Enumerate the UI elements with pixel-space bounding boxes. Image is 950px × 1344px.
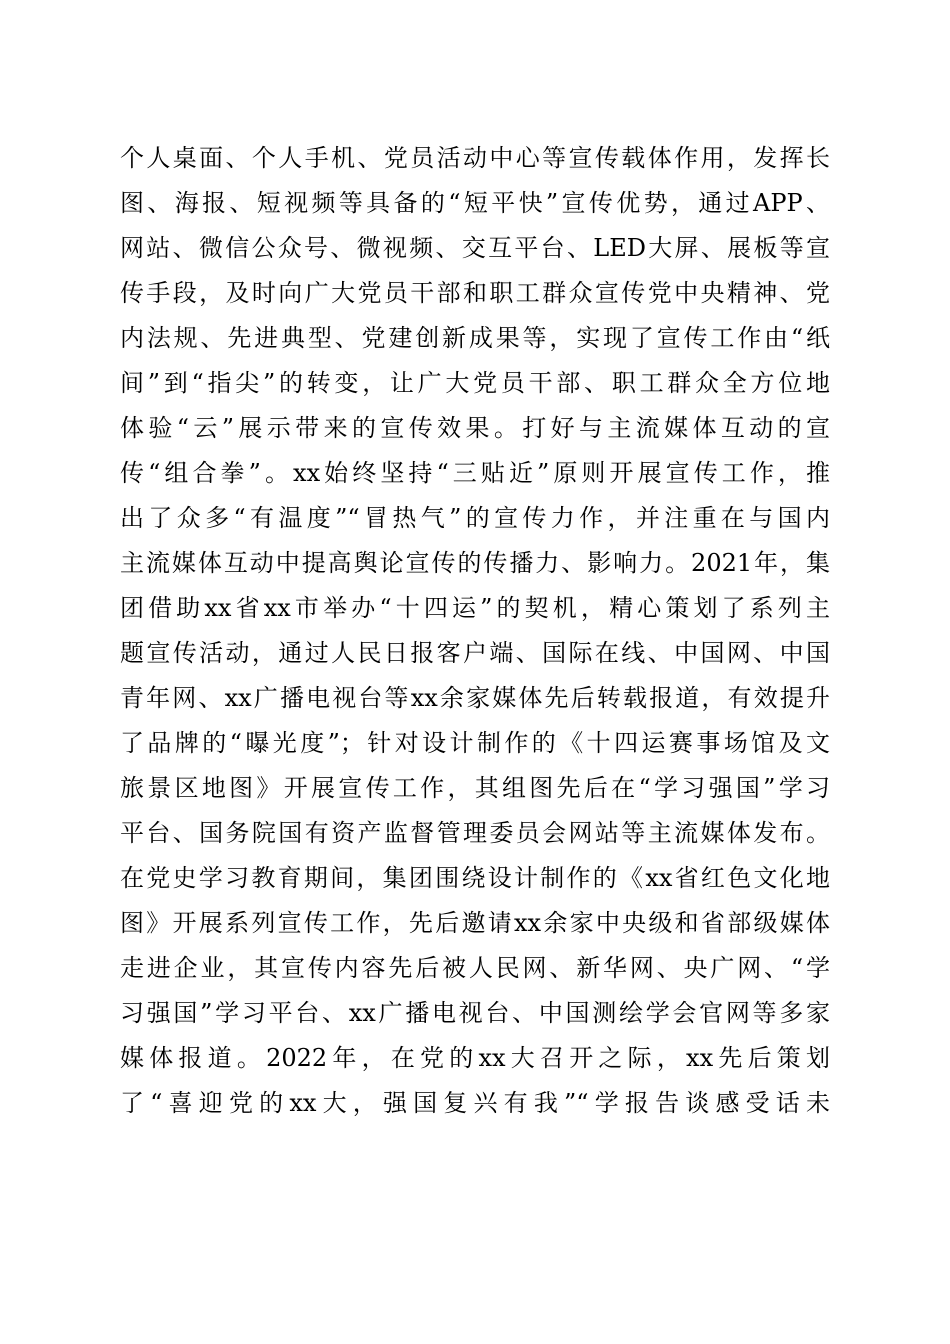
text-line-14: 了品牌的“曝光度”；针对设计制作的《十四运赛事场馆及文 xyxy=(120,729,830,757)
text-line-22: 了“喜迎党的xx大，强国复兴有我”“学报告谈感受话未 xyxy=(120,1089,830,1117)
text-line-20: 习强国”学习平台、xx广播电视台、中国测绘学会官网等多家 xyxy=(120,999,830,1027)
text-line-17: 在党史学习教育期间，集团围绕设计制作的《xx省红色文化地 xyxy=(120,864,830,892)
text-line-8: 传“组合拳”。xx始终坚持“三贴近”原则开展宣传工作，推 xyxy=(120,459,830,487)
text-line-4: 传手段，及时向广大党员干部和职工群众宣传党中央精神、党 xyxy=(120,279,830,307)
text-line-12: 题宣传活动，通过人民日报客户端、国际在线、中国网、中国 xyxy=(120,639,830,667)
text-line-6: 间”到“指尖”的转变，让广大党员干部、职工群众全方位地 xyxy=(120,369,830,397)
text-line-21: 媒体报道。2022年，在党的xx大召开之际，xx先后策划 xyxy=(120,1044,830,1072)
body-paragraph xyxy=(120,136,830,1126)
text-line-1: 个人桌面、个人手机、党员活动中心等宣传载体作用，发挥长 xyxy=(120,144,830,172)
text-line-19: 走进企业，其宣传内容先后被人民网、新华网、央广网、“学 xyxy=(120,954,830,982)
text-line-10: 主流媒体互动中提高舆论宣传的传播力、影响力。2021年，集 xyxy=(120,549,830,577)
text-line-11: 团借助xx省xx市举办“十四运”的契机，精心策划了系列主 xyxy=(120,594,830,622)
text-line-15: 旅景区地图》开展宣传工作，其组图先后在“学习强国”学习 xyxy=(120,774,830,802)
text-line-18: 图》开展系列宣传工作，先后邀请xx余家中央级和省部级媒体 xyxy=(120,909,830,937)
text-line-16: 平台、国务院国有资产监督管理委员会网站等主流媒体发布。 xyxy=(120,819,830,847)
text-line-13: 青年网、xx广播电视台等xx余家媒体先后转载报道，有效提升 xyxy=(120,684,830,712)
text-line-3: 网站、微信公众号、微视频、交互平台、LED大屏、展板等宣 xyxy=(120,234,830,262)
text-line-5: 内法规、先进典型、党建创新成果等，实现了宣传工作由“纸 xyxy=(120,324,830,352)
text-line-9: 出了众多“有温度”“冒热气”的宣传力作，并注重在与国内 xyxy=(120,504,830,532)
text-line-2: 图、海报、短视频等具备的“短平快”宣传优势，通过APP、 xyxy=(120,189,830,217)
text-line-7: 体验“云”展示带来的宣传效果。打好与主流媒体互动的宣 xyxy=(120,414,830,442)
